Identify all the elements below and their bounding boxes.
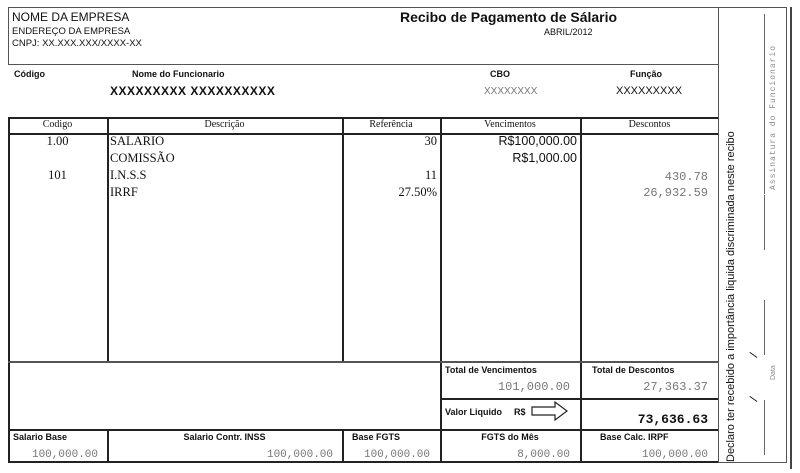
company-name: NOME DA EMPRESA — [12, 10, 130, 24]
company-cnpj: CNPJ: XX.XXX.XXX/XXXX-XX — [12, 38, 142, 49]
col-header-descontos: Descontos — [628, 119, 671, 130]
date-separator-1: / — [746, 351, 761, 359]
col-header-vencimentos: Vencimentos — [484, 119, 536, 130]
total-discounts-value: 27,363.37 — [643, 380, 708, 394]
signature-label: Assinatura do Funcionario — [769, 44, 778, 190]
receipt-title: Recibo de Pagamento de Sálario — [400, 9, 618, 25]
footer-value-salario-base: 100,000.00 — [31, 449, 98, 461]
footer-label-fgts-mes: FGTS do Mês — [481, 432, 539, 442]
cbo-value: XXXXXXXX — [484, 86, 538, 97]
role-label: Função — [630, 69, 663, 79]
net-currency: R$ — [514, 407, 526, 417]
signature-line — [764, 14, 765, 194]
footer-value-salario-contr-inss: 100,000.00 — [266, 449, 333, 461]
employee-name-value: XXXXXXXXX XXXXXXXXXX — [110, 84, 276, 98]
footer-value-fgts-mes: 8,000.00 — [517, 449, 570, 461]
receipt-period: ABRIL/2012 — [544, 27, 593, 37]
col-header-descricao: Descrição — [204, 119, 245, 130]
date-line-3 — [764, 400, 765, 455]
net-value-label: Valor Liquido — [445, 407, 503, 417]
footer-value-base-calc-irpf: 100,000.00 — [641, 449, 708, 461]
footer-label-salario-contr-inss: Salario Contr. INSS — [183, 432, 266, 442]
footer-value-base-fgts: 100,000.00 — [363, 449, 430, 461]
employee-name-label: Nome do Funcionario — [132, 69, 225, 79]
cbo-label: CBO — [490, 69, 510, 79]
company-address: ENDEREÇO DA EMPRESA — [12, 26, 131, 37]
role-value: XXXXXXXXX — [616, 85, 683, 97]
col-header-referencia: Referência — [369, 119, 413, 130]
date-label: Data — [770, 365, 777, 380]
col-header-codigo: Codigo — [42, 119, 73, 130]
total-discounts-label: Total de Descontos — [592, 365, 675, 375]
footer-label-base-fgts: Base FGTS — [352, 432, 401, 442]
net-value: 73,636.63 — [637, 412, 708, 427]
total-earnings-value: 101,000.00 — [497, 380, 570, 394]
date-line-1 — [764, 195, 765, 250]
footer-label-base-calc-irpf: Base Calc. IRPF — [600, 432, 669, 442]
date-separator-2: / — [746, 395, 761, 403]
total-earnings-label: Total de Vencimentos — [445, 365, 537, 375]
declaration-text: Declaro ter recebido a importância liquida discriminada neste recibo — [725, 131, 737, 462]
footer-label-salario-base: Salario Base — [13, 432, 68, 442]
employee-code-label: Código — [14, 69, 45, 79]
arrow-right-icon — [531, 401, 569, 421]
date-line-2 — [764, 300, 765, 355]
